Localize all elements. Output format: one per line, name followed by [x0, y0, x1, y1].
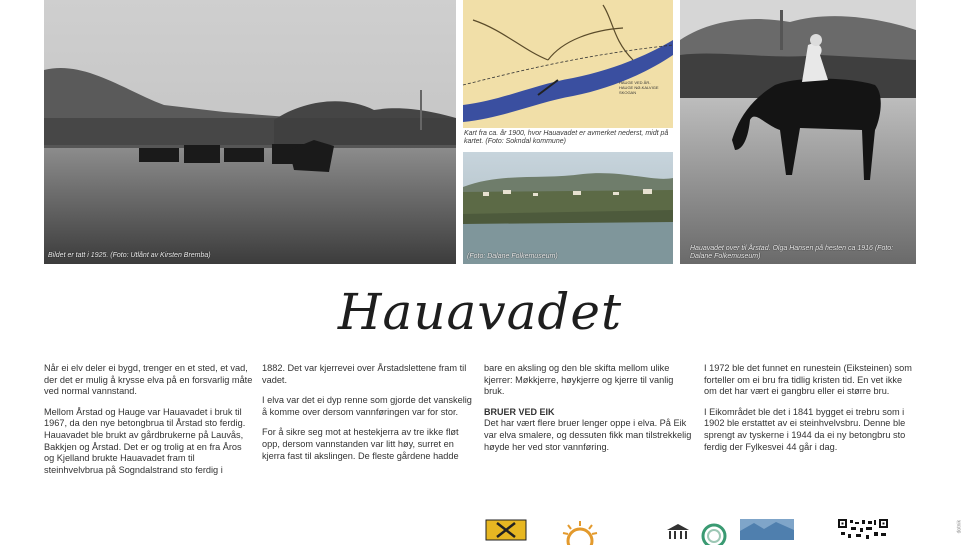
qr-code-icon — [838, 519, 888, 540]
photo-horses-crossing — [44, 0, 456, 264]
page-title: Hauavadet — [337, 283, 623, 341]
paragraph: I 1972 ble det funnet en runestein (Eiksteinen) som forteller om ei bru fra tidlig kristen tid. En vet ikke om det har vært ei gangbru eller ei større bru. — [704, 363, 912, 397]
paragraph: I Eikområdet ble det i 1841 bygget ei trebru som i 1902 ble erstattet av ei steinhvelvsbru. Denne ble sprengt av tyskerne i 1944 da ei ny betongbru sto ferdig der Fylkesvei 44 går i dag. — [704, 406, 906, 452]
text-column-2 — [262, 363, 472, 471]
coat-of-arms-icon — [485, 519, 527, 540]
text-column-3 — [484, 363, 694, 462]
paragraph: Det har vært flere bruer lenger oppe i elva. På Eik var elva smalere, og dessuten fikk man tilstrekkelig høyde her ved stor vannføring. — [484, 418, 692, 452]
map-caption: Kart fra ca. år 1900, hvor Hauavadet er avmerket nederst, midt på kartet. (Foto: Sokndal kommune) — [464, 130, 669, 145]
photo-woman-on-horse — [680, 0, 916, 264]
photo3-caption: Hauavadet over til Årstad. Olga Hansen på hesten ca 1916 (Foto: Dalane Folkemuseum) — [690, 245, 894, 260]
map-label: HAUGE VED ÅR- HAUGE NØ-KALVIGE SKOGAN — [619, 80, 659, 95]
sun-emblem-icon — [560, 519, 600, 540]
landscape-logo-icon — [740, 519, 794, 540]
text-column-4 — [704, 363, 914, 462]
photo2-caption: (Foto: Dalane Folkemuseum) — [467, 253, 558, 260]
photo-landscape — [463, 152, 673, 264]
photo1-caption: Bildet er tatt i 1925. (Foto: Utlånt av Kirsten Bremba) — [48, 252, 211, 259]
paragraph: Mellom Årstad og Hauge var Hauavadet i bruk til 1967, da den nye betongbrua til Årstad sto ferdig. Hauavadet ble brukt av gårdbrukerne på Lauvås, Bakkjen og Årstad. Det er og trolig at en fra Åros og Kjelland brukte Hauavadet fram til steinhvelvbrua på Sogndalstrand sto ferdig i — [44, 406, 246, 475]
geopark-emblem-icon — [700, 522, 730, 540]
paragraph: bare en aksling og den ble skifta mellom ulike kjerrer: Møkkjerre, høykjerre og kjerre til vanlig bruk. — [484, 363, 674, 397]
unesco-emblem-icon — [665, 522, 691, 540]
text-column-1 — [44, 363, 254, 485]
paragraph: I elva var det ei dyp renne som gjorde det vanskelig å komme over dersom vannføringen var for stor. — [262, 395, 472, 417]
paragraph: Når ei elv deler ei bygd, trenger en et sted, et vad, der det er mulig å krysse elva på en forsvarlig måte ved normal vannstand. — [44, 363, 253, 397]
footer-vertical-text: dotnik — [956, 520, 962, 534]
paragraph: 1882. Det var kjerrevei over Årstadslettene fram til vadet. — [262, 363, 467, 385]
paragraph: For å sikre seg mot at hestekjerra av tre ikke fløt opp, dersom vannstanden var litt høy, surret en kjerra fast til akslingen. De fleste gårdene hadde — [262, 427, 459, 461]
historic-map — [463, 0, 673, 128]
section-heading: BRUER VED EIK — [484, 406, 555, 417]
